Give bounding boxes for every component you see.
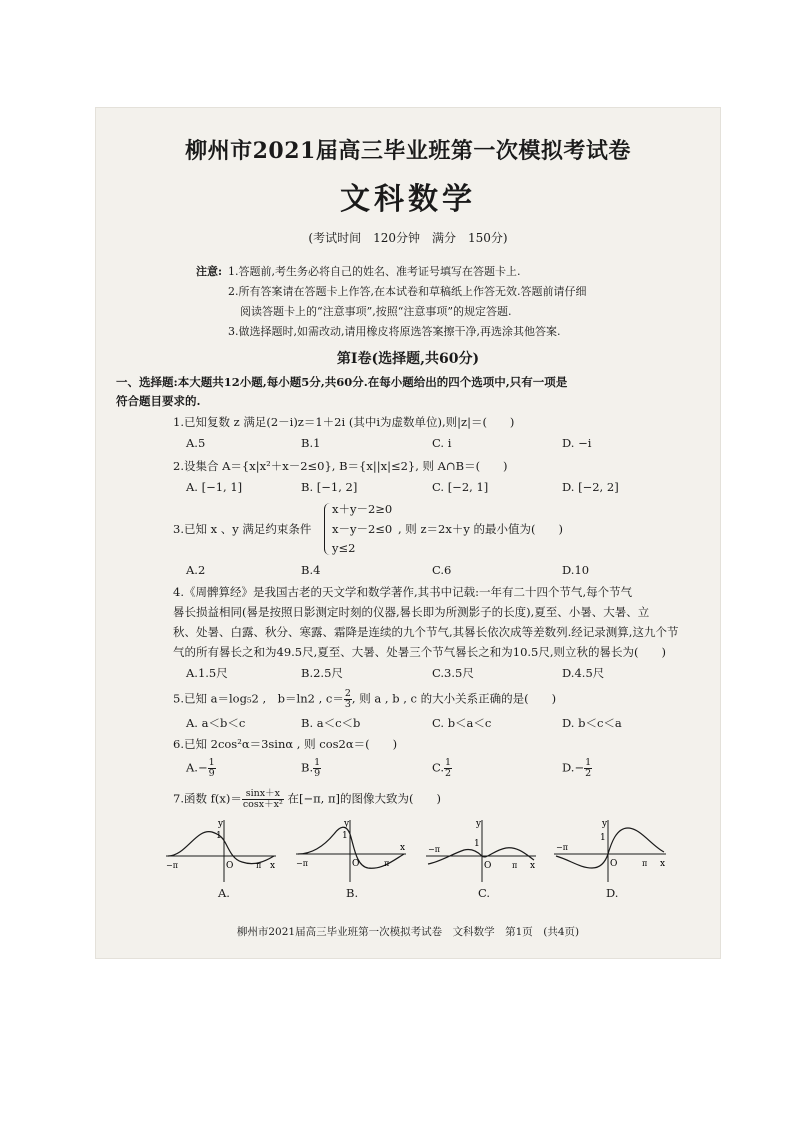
exam-title: 柳州市2021届高三毕业班第一次模拟考试卷 bbox=[185, 138, 631, 164]
q6-d-num: 1 bbox=[585, 757, 592, 768]
graph-c-origin: O bbox=[484, 861, 492, 871]
q1-option-c: C. i bbox=[432, 436, 452, 450]
graph-a-origin: O bbox=[226, 861, 234, 871]
subject-title: 文科数学 bbox=[340, 182, 476, 217]
q4-line-3: 秋、处暑、白露、秋分、寒露、霜降是连续的九个节气,其晷长依次成等差数列.经记录测算,这九个节 bbox=[173, 625, 679, 639]
note-2b: 阅读答题卡上的“注意事项”,按照“注意事项”的规定答题. bbox=[240, 305, 512, 318]
q4-option-a: A.1.5尺 bbox=[186, 666, 228, 680]
q6-c-den: 2 bbox=[445, 768, 452, 779]
note-1: 1.答题前,考生务必将自己的姓名、准考证号填写在答题卡上. bbox=[228, 265, 521, 278]
note-2a: 2.所有答案请在答题卡上作答,在本试卷和草稿纸上作答无效.答题前请仔细 bbox=[228, 285, 587, 298]
graph-d-neg-pi: −π bbox=[556, 843, 568, 852]
q7-stem-a: 7.函数 f(x)＝ bbox=[173, 791, 242, 806]
q3-stem-b: , 则 z＝2x＋y 的最小值为( ) bbox=[398, 522, 563, 536]
q2-option-a: A. [−1, 1] bbox=[186, 480, 243, 494]
q6-option-a bbox=[186, 758, 216, 779]
graph-c-x-label: x bbox=[530, 861, 536, 871]
q5-stem bbox=[173, 689, 556, 710]
graph-d-origin: O bbox=[610, 859, 618, 869]
q3-constraint-1: x＋y－2≥0 bbox=[332, 502, 393, 516]
graph-b-one: 1 bbox=[342, 831, 348, 841]
graph-c-one: 1 bbox=[474, 839, 480, 849]
q7-label-a: A. bbox=[218, 886, 230, 900]
graph-b-origin: O bbox=[352, 859, 360, 869]
q6-a-num: 1 bbox=[208, 757, 215, 768]
q5-stem-a: 5.已知 a＝log₅2 , b＝ln2 , c＝ bbox=[173, 691, 344, 706]
note-3: 3.做选择题时,如需改动,请用橡皮将原选答案擦干净,再选涂其他答案. bbox=[228, 325, 561, 338]
q6-a-frac bbox=[208, 758, 216, 779]
q4-line-1: 4.《周髀算经》是我国古老的天文学和数学著作,其书中记载:一年有二十四个节气,每个节气 bbox=[173, 585, 633, 599]
graph-c bbox=[426, 819, 536, 882]
graph-c-pi: π bbox=[512, 861, 518, 870]
q4-line-2: 晷长损益相同(晷是按照日影测定时刻的仪器,晷长即为所测影子的长度),夏至、小暑、大暑、立 bbox=[173, 605, 650, 619]
graph-d bbox=[554, 819, 666, 882]
q6-a-prefix: A.− bbox=[186, 760, 208, 775]
q5-option-d: D. b＜c＜a bbox=[562, 716, 622, 730]
q7-label-d: D. bbox=[606, 886, 619, 900]
q6-c-num: 1 bbox=[445, 757, 452, 768]
q6-d-frac bbox=[584, 758, 592, 779]
q6-c-frac bbox=[444, 758, 452, 779]
graph-b bbox=[296, 819, 406, 882]
q5-frac-num: 2 bbox=[344, 688, 351, 699]
graph-a-y-label: y bbox=[218, 819, 224, 829]
q6-c-prefix: C. bbox=[432, 760, 445, 775]
q7-stem-b: 在[−π, π]的图像大致为( ) bbox=[283, 791, 441, 806]
q4-option-d: D.4.5尺 bbox=[562, 666, 605, 680]
q5-frac-den: 3 bbox=[344, 699, 351, 710]
graph-d-x-label: x bbox=[660, 859, 666, 869]
q6-b-num: 1 bbox=[314, 757, 321, 768]
q7-label-c: C. bbox=[478, 886, 491, 900]
q3-option-c: C.6 bbox=[432, 563, 452, 577]
constraint-brace bbox=[324, 503, 331, 555]
graph-b-x-label: x bbox=[400, 843, 406, 853]
q5-option-b: B. a＜c＜b bbox=[301, 716, 361, 730]
q4-line-4: 气的所有晷长之和为49.5尺,夏至、大暑、处暑三个节气晷长之和为10.5尺,则立秋的晷长为( ) bbox=[173, 645, 666, 659]
q6-option-d bbox=[562, 758, 592, 779]
q6-b-den: 9 bbox=[314, 768, 321, 779]
q6-option-c bbox=[432, 758, 452, 779]
graph-b-pi: π bbox=[384, 859, 390, 868]
section-title: 第Ⅰ卷(选择题,共60分) bbox=[336, 351, 480, 367]
q2-option-c: C. [−2, 1] bbox=[432, 480, 489, 494]
q3-stem-a: 3.已知 x 、y 满足约束条件 bbox=[173, 522, 312, 536]
q3-option-b: B.4 bbox=[301, 563, 321, 577]
q4-option-b: B.2.5尺 bbox=[301, 666, 343, 680]
q6-stem: 6.已知 2cos²α＝3sinα , 则 cos2α＝( ) bbox=[173, 737, 398, 751]
graph-b-y-label: y bbox=[344, 819, 350, 829]
q6-a-den: 9 bbox=[208, 768, 215, 779]
graph-a-neg-pi: −π bbox=[166, 861, 178, 870]
scanned-exam-page bbox=[96, 108, 720, 958]
q6-d-den: 2 bbox=[585, 768, 592, 779]
q1-option-d: D. −i bbox=[562, 436, 592, 450]
q1-option-a: A.5 bbox=[186, 436, 206, 450]
q5-option-a: A. a＜b＜c bbox=[186, 716, 246, 730]
q7-frac-den: cosx＋x² bbox=[242, 799, 283, 810]
q3-option-a: A.2 bbox=[186, 563, 206, 577]
q4-option-c: C.3.5尺 bbox=[432, 666, 474, 680]
q7-graphs bbox=[156, 816, 676, 886]
part1-intro-a: 一、选择题:本大题共12小题,每小题5分,共60分.在每小题给出的四个选项中,只有一项是 bbox=[116, 375, 568, 389]
graph-b-neg-pi: −π bbox=[296, 859, 308, 868]
q3-constraint-2: x－y－2≤0 bbox=[332, 522, 393, 536]
graph-c-y-label: y bbox=[476, 819, 482, 829]
q7-fraction bbox=[242, 789, 284, 810]
q7-frac-num: sinx＋x bbox=[242, 789, 284, 800]
q3-constraint-3: y≤2 bbox=[332, 541, 356, 555]
graph-d-pi: π bbox=[642, 859, 648, 868]
exam-info: (考试时间 120分钟 满分 150分) bbox=[308, 231, 508, 245]
q2-stem: 2.设集合 A＝{x|x²＋x－2≤0}, B＝{x||x|≤2}, 则 A∩B＝( ) bbox=[173, 459, 508, 473]
q5-fraction bbox=[344, 689, 352, 710]
q6-d-prefix: D.− bbox=[562, 760, 585, 775]
graph-d-one: 1 bbox=[600, 833, 606, 843]
part1-intro-b: 符合题目要求的. bbox=[116, 394, 201, 408]
graph-c-neg-pi: −π bbox=[428, 845, 440, 854]
graph-a-one: 1 bbox=[216, 831, 222, 841]
q7-label-b: B. bbox=[346, 886, 359, 900]
graph-a-x-label: x bbox=[270, 861, 276, 871]
q3-option-d: D.10 bbox=[562, 563, 590, 577]
page-footer: 柳州市2021届高三毕业班第一次模拟考试卷 文科数学 第1页 (共4页) bbox=[236, 926, 580, 938]
q7-stem bbox=[173, 789, 441, 810]
graph-d-y-label: y bbox=[602, 819, 608, 829]
q2-option-b: B. [−1, 2] bbox=[301, 480, 358, 494]
q6-option-b bbox=[301, 758, 321, 779]
q1-option-b: B.1 bbox=[301, 436, 321, 450]
q5-stem-b: , 则 a , b , c 的大小关系正确的是( ) bbox=[351, 691, 557, 706]
q6-b-prefix: B. bbox=[301, 760, 314, 775]
q1-stem: 1.已知复数 z 满足(2－i)z＝1＋2i (其中i为虚数单位),则|z|＝( ) bbox=[173, 415, 515, 429]
q6-b-frac bbox=[313, 758, 321, 779]
q2-option-d: D. [−2, 2] bbox=[562, 480, 619, 494]
graph-a bbox=[166, 819, 276, 882]
notes-label: 注意: bbox=[196, 265, 223, 278]
q5-option-c: C. b＜a＜c bbox=[432, 716, 492, 730]
graph-a-pi: π bbox=[256, 861, 262, 870]
